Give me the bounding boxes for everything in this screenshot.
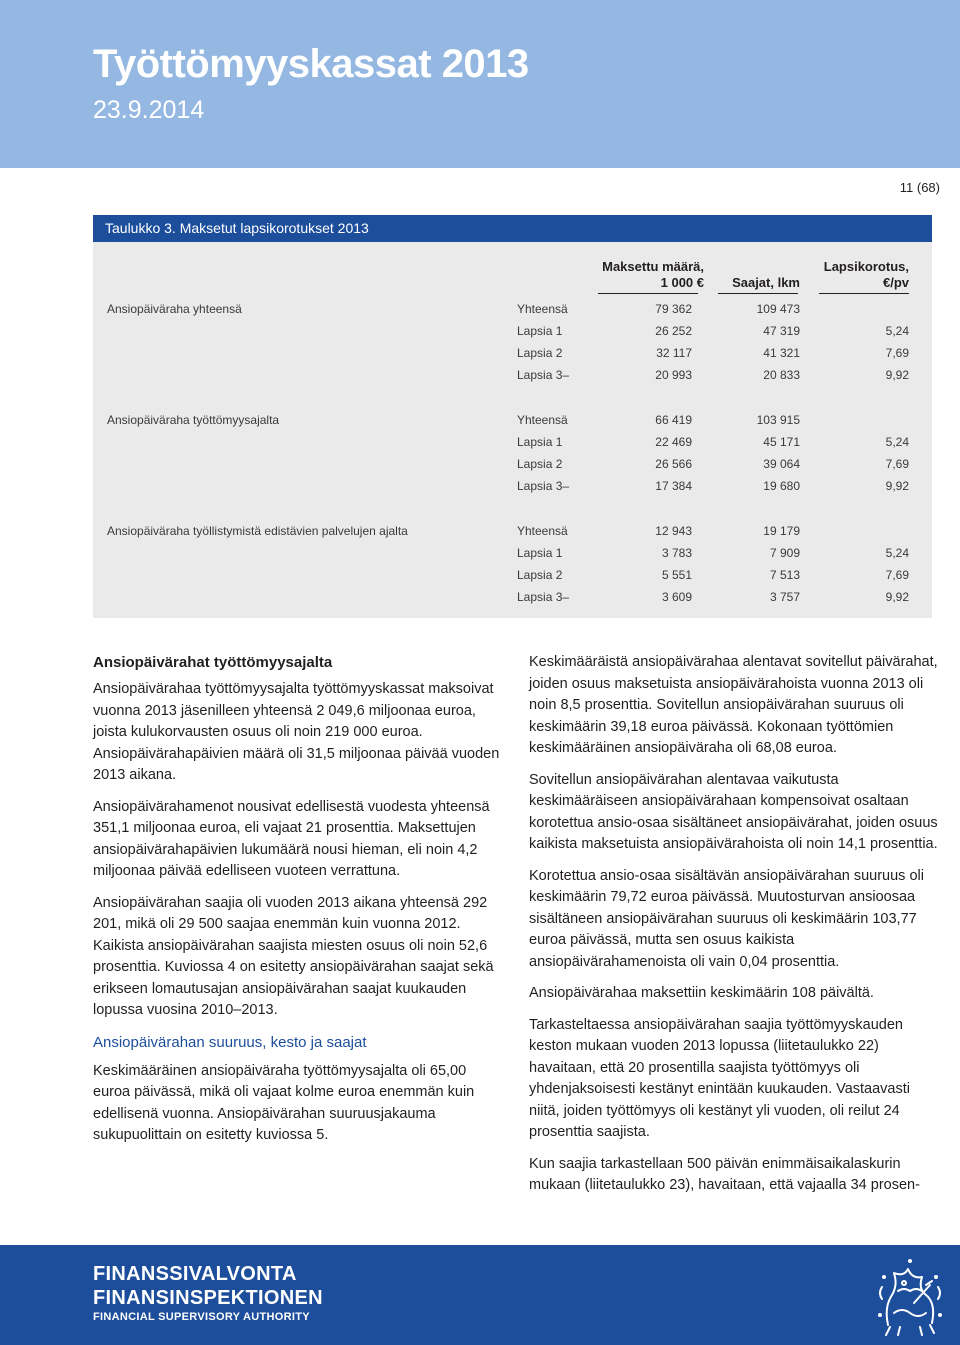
paragraph: Kun saajia tarkastellaan 500 päivän enimmäisaikalaskurin mukaan (liitetaulukko 23), havaitaan, että vajaalla 34 prosen- [529,1155,920,1193]
amount-cell: 12 943 [655,524,692,538]
recipients-cell: 103 915 [756,413,800,427]
paragraph: Sovitellun ansiopäivärahan alentavaa vaikutusta keskimääräiseen ansiopäivärahaan kompensoivat osaltaan korotettua ansio-osaa sisältäneet ansiopäivärahat, joiden osuus kaikista maksetuista ansiopäivärahoista oli noin 14,1 prosenttia. [529,771,938,852]
amount-cell: 3 783 [661,546,692,560]
increase-cell: 5,24 [885,435,909,449]
group-name: Ansiopäiväraha yhteensä [107,302,242,316]
paragraph: Ansiopäivärahaa työttömyysajalta työttömyyskassat maksoivat vuonna 2013 jäsenilleen yhteensä 2 049,6 miljoonaa euroa, joista kulukorvausten osuus oli noin 219 000 euroa. Ansiopäivärahapäivien määrä oli 31,5 miljoonaa päivää vuoden 2013 aikana. [93,681,500,783]
row-label: Lapsia 2 [517,568,563,582]
recipients-cell: 41 321 [763,346,800,360]
row-label: Lapsia 3– [517,368,570,382]
table-row [93,520,932,542]
document-date: 23.9.2014 [93,96,205,124]
recipients-cell: 109 473 [756,302,800,316]
left-text-column [93,652,503,1157]
amount-cell: 26 252 [655,324,692,338]
subsection-heading: Ansiopäivärahan suuruus, kesto ja saajat [93,1033,367,1051]
row-label: Lapsia 2 [517,457,563,471]
increase-cell: 9,92 [885,479,909,493]
row-label: Lapsia 3– [517,590,570,604]
col-underline-amount [598,293,698,294]
page-footer [0,1245,960,1345]
col-header-amount: Maksettu määrä, 1 000 € [602,259,704,290]
amount-cell: 5 551 [661,568,692,582]
amount-cell: 20 993 [655,368,692,382]
row-label: Lapsia 3– [517,479,570,493]
recipients-cell: 7 909 [769,546,800,560]
col-header-increase: Lapsikorotus, €/pv [823,259,909,290]
recipients-cell: 7 513 [769,568,800,582]
increase-cell: 9,92 [885,590,909,604]
recipients-cell: 19 179 [763,524,800,538]
section-heading: Ansiopäivärahat työttömyysajalta [93,654,333,671]
lion-crest-icon [874,1255,946,1339]
table-row [93,298,932,320]
amount-cell: 66 419 [655,413,692,427]
paragraph: Keskimääräinen ansiopäiväraha työttömyysajalta oli 65,00 euroa päivässä, mikä oli vajaat kolme euroa enemmän kuin edellisenä vuonna. Ansiopäivärahan suuruusjakauma sukupuolittain on esitetty kuviossa 5. [93,1062,475,1143]
recipients-cell: 39 064 [763,457,800,471]
recipients-cell: 20 833 [763,368,800,382]
page-header [0,0,960,168]
increase-cell: 5,24 [885,324,909,338]
right-text-column [529,652,939,1207]
table-row [93,475,932,497]
amount-cell: 17 384 [655,479,692,493]
document-title: Työttömyyskassat 2013 [93,42,529,86]
row-label: Yhteensä [517,413,568,427]
amount-cell: 22 469 [655,435,692,449]
recipients-cell: 45 171 [763,435,800,449]
table-row [93,342,932,364]
row-label: Lapsia 1 [517,435,563,449]
paragraph: Ansiopäivärahan saajia oli vuoden 2013 aikana yhteensä 292 201, mikä oli 29 500 saajaa enemmän kuin vuonna 2012. Kaikista ansiopäivärahan saajista miesten osuus oli noin 52,6 prosenttia. Kuviossa 4 on esitetty ansiopäivärahan saajat sekä erikseen lomautusajan ansiopäivärahan saajat kuukauden lopussa vuosina 2010–2013. [93,894,494,1018]
logo-text-fi: FINANSSIVALVONTA [93,1263,297,1285]
recipients-cell: 19 680 [763,479,800,493]
recipients-cell: 3 757 [769,590,800,604]
increase-cell: 5,24 [885,546,909,560]
logo-text-sv: FINANSINSPEKTIONEN [93,1287,323,1309]
recipients-cell: 47 319 [763,324,800,338]
amount-cell: 26 566 [655,457,692,471]
table-3 [93,215,932,618]
row-label: Lapsia 1 [517,324,563,338]
paragraph: Korotettua ansio-osaa sisältävän ansiopäivärahan suuruus oli keskimäärin 79,72 euroa päivässä. Muutosturvan ansioosaa sisältäneen ansiopäivärahan suuruus oli keskimäärin 103,77 euroa päivässä, mutta sen osuus kaikista ansiopäivärahamenoista oli vain 0,04 prosenttia. [529,867,924,970]
table-row [93,453,932,475]
increase-cell: 7,69 [885,346,909,360]
row-label: Yhteensä [517,524,568,538]
logo-text-en: FINANCIAL SUPERVISORY AUTHORITY [93,1311,310,1323]
row-label: Lapsia 1 [517,546,563,560]
paragraph: Tarkasteltaessa ansiopäivärahan saajia työttömyyskauden keston mukaan vuoden 2013 lopussa (liitetaulukko 22) havaitaan, että 20 prosentilla saajista työttömyys oli yhdenjaksoisesti kestänyt enintään kuukauden. Vastaavasti niitä, joiden työttömyys oli kestänyt yli vuoden, oli reilut 24 prosenttia saajista. [529,1016,911,1140]
col-underline-recipients [718,293,798,294]
table-title: Taulukko 3. Maksetut lapsikorotukset 2013 [93,215,932,242]
table-row [93,409,932,431]
amount-cell: 32 117 [656,346,692,360]
col-underline-increase [819,293,909,294]
increase-cell: 9,92 [885,368,909,382]
amount-cell: 79 362 [655,302,692,316]
paragraph: Ansiopäivärahamenot nousivat edellisestä vuodesta yhteensä 351,1 miljoonaa euroa, eli vajaat 21 prosenttia. Maksettujen ansiopäivärahapäivien lukumäärä nousi hieman, eli noin 4,2 miljoonaa päivää edelliseen vuoteen verrattuna. [93,798,490,879]
amount-cell: 3 609 [661,590,692,604]
table-row [93,364,932,386]
table-row [93,564,932,586]
page-number: 11 (68) [899,180,940,195]
table-row [93,586,932,608]
table-row [93,542,932,564]
increase-cell: 7,69 [885,457,909,471]
row-label: Yhteensä [517,302,568,316]
col-header-recipients: Saajat, lkm [732,275,800,290]
paragraph: Ansiopäivärahaa maksettiin keskimäärin 108 päivältä. [529,985,874,1001]
increase-cell: 7,69 [885,568,909,582]
group-name: Ansiopäiväraha työttömyysajalta [107,413,280,427]
group-name: Ansiopäiväraha työllistymistä edistävien palvelujen ajalta [107,524,408,538]
table-row [93,431,932,453]
row-label: Lapsia 2 [517,346,563,360]
paragraph: Keskimääräistä ansiopäivärahaa alentavat sovitellut päivärahat, joiden osuus maksetuista ansiopäivärahoista vuonna 2013 oli noin 8,5 prosenttia. Sovitellun ansiopäivärahan suuruus oli keskimäärin 39,18 euroa päivässä. Kokonaan työttömien keskimääräinen ansiopäiväraha oli 68,08 euroa. [529,654,938,756]
table-row [93,320,932,342]
